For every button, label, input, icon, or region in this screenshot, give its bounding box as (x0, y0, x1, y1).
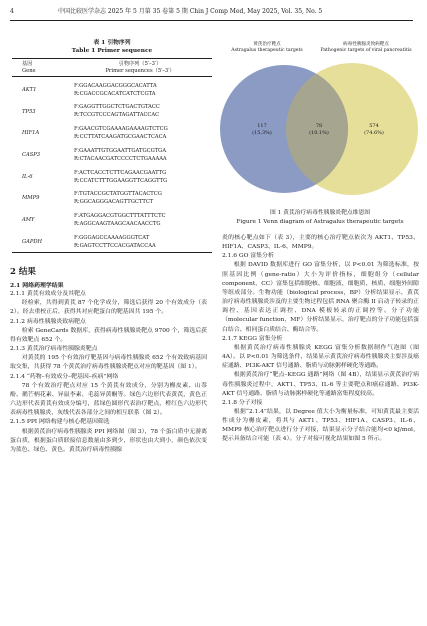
venn-label-right-cn: 病毒性胰腺炎致病靶点 (343, 42, 389, 47)
venn-label-right-en: Pathogenic targets of viral pancreatitis (320, 48, 412, 53)
table-cell-forward: F:TGTACCGCTATGGTTACACTCG (74, 191, 162, 197)
table-cell-forward: F:GAGGTTGGCTCTGACTGTACC (74, 104, 160, 110)
body-paragraph: 检索 GeneCards 数据库，获得病毒性胰腺炎靶点 9700 个，筛选后获得有效靶点 652 个。 (10, 327, 207, 343)
table-cell-gene: CASP3 (22, 152, 41, 158)
table-cell-reverse: R:GAGTCCTTCCACGATACCAA (74, 243, 156, 249)
table-cell-gene: MMP9 (22, 195, 40, 201)
table-header-rule (12, 76, 212, 77)
venn-mid-count: 78 (315, 123, 323, 129)
table-cell-forward: F:ATGAGGACGTGGCTTTATTTCTC (74, 213, 166, 219)
table-cell-forward: F:ACTCACCTCTTCAGAACGAATTG (74, 170, 167, 176)
subsection-heading: 2.1 网络药理学结果 (10, 282, 64, 289)
table-cell-gene: IL-6 (22, 174, 33, 180)
venn-mid-pct: (10.1%) (309, 130, 329, 136)
venn-right-pct: (74.6%) (364, 130, 384, 136)
table-cell-forward: F:GAAATTGTGGAATTGATGCGTGA (74, 148, 167, 154)
table-col-primer-cn: 引物序列（5′–3′） (118, 61, 162, 67)
table-col-gene-en: Gene (22, 68, 36, 74)
venn-diagram (218, 54, 422, 204)
header-rule (10, 20, 413, 21)
table-col-primer-en: Primer sequences（5′–3′） (105, 68, 175, 74)
table-cell-forward: F:GAACGTCGAAAAGAAAAGTCTCG (74, 126, 168, 132)
subsubsection-heading: 2.1.2 病毒性胰腺炎致病靶点 (10, 318, 86, 325)
venn-label-left-en: Astragalus therapeutic targets (231, 48, 303, 53)
page-number: 4 (10, 8, 14, 15)
table-cell-gene: AMY (22, 217, 35, 223)
venn-label-left-cn: 黄芪治疗靶点 (253, 42, 281, 47)
table-cell-reverse: R:CGACCGCACATCATCTCGTA (74, 91, 156, 97)
table-cell-reverse: R:TCCGTCCCAGTAGATTACCAC (74, 112, 160, 118)
body-paragraph: 根据黄芪治疗“靶点–KEGG 通路”网络（图 4B），结果显示黄芪治疗病毒性胰腺炎过程中，AKT1、TP53、IL-6 等主要靶点和癌症通路、PI3K-AKT 信号通路、脂质与动脉粥样硬化等通路富集程度较高。 (222, 372, 419, 397)
section-heading-results: 2 结果 (10, 267, 36, 277)
figure-caption-cn: 图 1 黄芪治疗病毒性胰腺炎靶点维恩图 (269, 210, 371, 216)
subsubsection-heading: 2.1.4 “药物–有效成分–靶基因–疾病”网络 (10, 373, 119, 380)
table-cell-reverse: R:CCATCTTTGGAAGGTTCAGGTTG (74, 178, 168, 184)
venn-right-count: 574 (369, 123, 379, 129)
body-paragraph: 经检索，共得到黄芪 87 个化学成分，筛选后获得 20 个有效成分（表 2）。经去重校正后，获得其对应靶蛋白的靶基因共 195 个。 (10, 300, 207, 316)
table-cell-reverse: R:CTACAACGATCCCCTCTGAAAAA (74, 156, 167, 162)
table-cell-forward: F:GGGAGCCAAAAGGGTCAT (74, 235, 150, 241)
table-cell-reverse: R:GGCAGGGACAGTTGCTTCT (74, 199, 154, 205)
body-paragraph: 根据“2.1.4”结果，以 Degree 值大小为衡量标准，可知黄芪最主要活性成分为槲皮素，将其与 AKT1、TP53、HIF1A、CASP3、IL-6、MMP9 核心治疗靶点进行分子对接，结果显示分子结合能均<0 kJ/mol，提示具备结合可能（表 4）。分子对接可视化结果如图 5 所示。 (222, 408, 419, 443)
table-cell-gene: AKT1 (22, 87, 37, 93)
left-column (10, 264, 207, 455)
subsubsection-heading: 2.1.5 PPI 网络构建与核心靶基因筛选 (10, 419, 110, 426)
subsubsection-heading: 2.1.3 黄芪治疗病毒性胰腺炎靶点 (10, 346, 98, 353)
body-paragraph: 78 个有效治疗靶点对应 15 个黄芪有效成分，分别为槲皮素、山萘酚、鹅芒柄花素、异鼠李素、毛蕊异黄酮等。绿色六边形代表黄芪，黄色正六边形代表黄芪有效成分编号，蓝绿色圆形代表治疗靶点，橙红色六边形代表病毒性胰腺炎，灰线代表各部分之间的相互联系（图 2）。 (10, 382, 207, 417)
body-paragraph: 根据黄芪治疗病毒性胰腺炎 PPI 网络图（图 3），78 个蛋白质中无游离蛋白质，根据蛋白质联接信息数量由多到少，形状也由大到小，颜色依次变为蓝色、绿色、黄色。黄芪治疗病毒性胰腺 (10, 428, 207, 453)
table-title-cn: 表 1 引物序列 (93, 40, 131, 46)
table-cell-forward: F:GGACAAGGACGGGCACATTA (74, 83, 157, 89)
table-bottom-rule (12, 252, 212, 253)
table-cell-gene: HIF1A (22, 130, 40, 136)
venn-left-pct: (15.3%) (252, 130, 272, 136)
table-col-gene-cn: 基因 (22, 61, 33, 67)
venn-left-count: 117 (257, 123, 267, 129)
table-title-en: Table 1 Primer sequence (71, 48, 153, 54)
body-paragraph: 根据 DAVID 数据库进行 GO 富集分析，以 P<0.01 为筛选标准，按照基因比例（gene-ratio）大小为评价指标，细胞组分（cellular component，CC）富集包括细胞核、细胞液、细胞质、核质、细胞外间隙等组成部分。生物功能（biological process，BP）分析结果显示，黄芪治疗病毒性胰腺炎涉及的主要生物过程包括 RNA 聚合酶 II 启动子转录的正调控、基因表达正调控、DNA 模板转录的正调控等。分子功能（molecular function，MF）分析结果显示，治疗靶点的分子功能包括蛋白结合、相同蛋白质结合、酶结合等。 (222, 262, 419, 333)
subsubsection-heading: 2.1.7 KEGG 富集分析 (222, 335, 283, 342)
body-paragraph: 根据黄芪治疗病毒性胰腺炎 KEGG 富集分析数据制作气泡图（图 4A）。以 P<0.01 为筛选条件，结果显示黄芪治疗病毒性胰腺炎主要涉及癌症通路、PI3K-AKT 信号通路、脂质与动脉粥样硬化等通路。 (222, 344, 419, 370)
figure-caption-en: Figure 1 Venn diagram of Astragalus therapeutic targets (236, 219, 404, 225)
table-cell-reverse: R:AGGCAAGTAAGCAACAACCTG (74, 221, 161, 227)
right-column (222, 234, 419, 445)
running-header: 中国比较医学杂志 2025 年 5 月第 35 卷第 5 期 Chin J Comp Med, May 2025, Vol. 35, No. 5 (58, 8, 323, 15)
table-cell-gene: TP53 (22, 109, 36, 115)
table-cell-reverse: R:CCTTATCAAGATGCGAACTCACA (74, 134, 167, 140)
subsubsection-heading: 2.1.8 分子对接 (222, 399, 263, 406)
table-top-rule (12, 58, 212, 59)
body-paragraph: 对黄芪的 195 个有效治疗靶基因与病毒性胰腺炎 652 个有效致病基因取交集，共获得 78 个黄芪治疗病毒性胰腺炎靶点对应的靶基因（图 1）。 (10, 355, 207, 371)
subsubsection-heading: 2.1.1 黄芪有效成分及其靶点 (10, 291, 86, 298)
subsubsection-heading: 2.1.6 GO 富集分析 (222, 253, 274, 260)
body-paragraph: 炎的核心靶点如下（表 3），主要的核心治疗靶点依次为 AKT1、TP53、HIF1A、CASP3、IL-6、MMP9。 (222, 235, 419, 251)
table-cell-gene: GAPDH (22, 239, 43, 245)
